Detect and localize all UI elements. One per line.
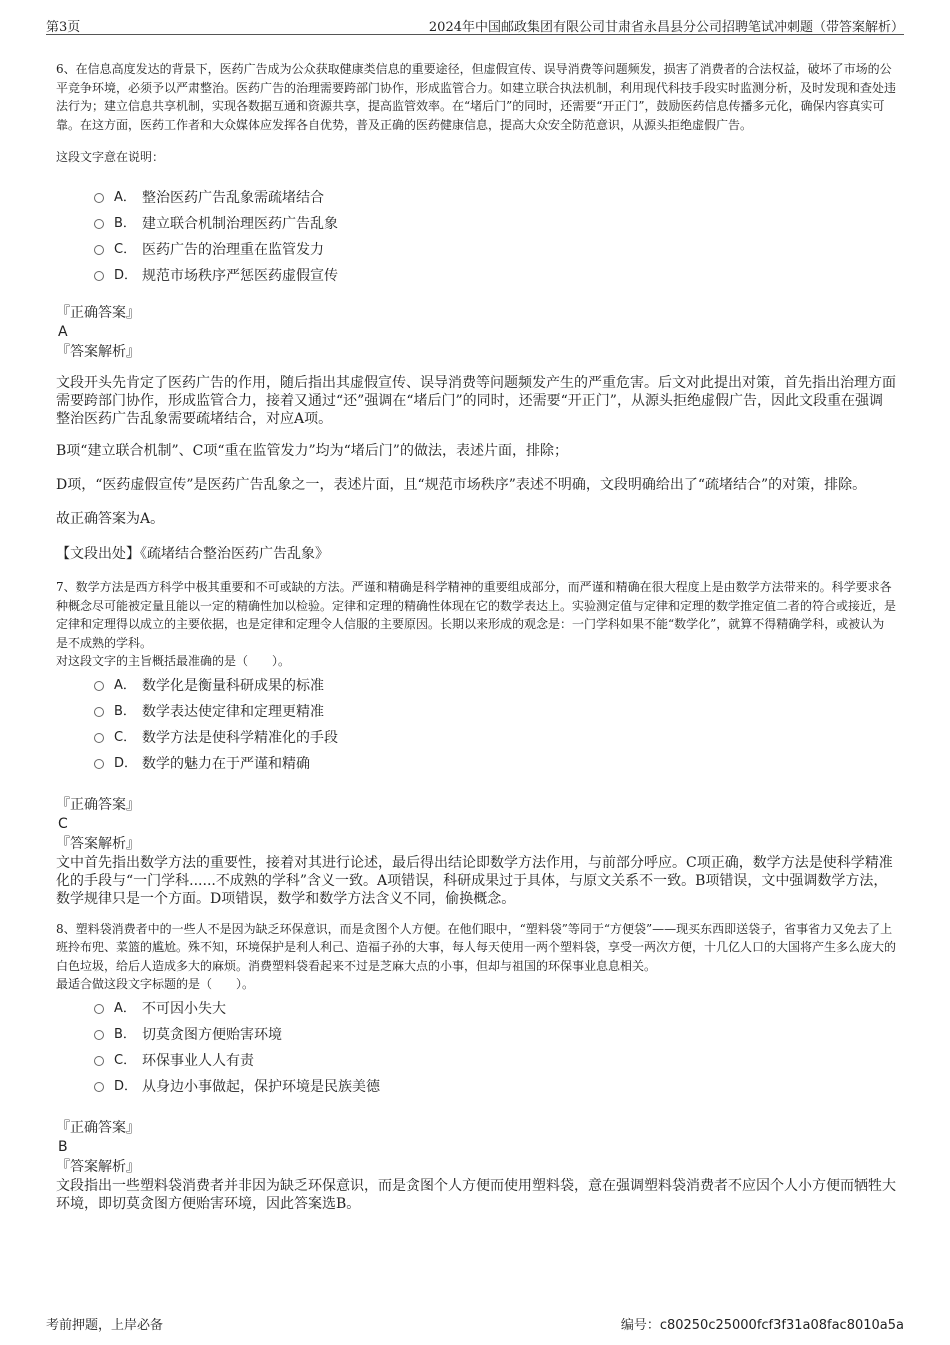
option-a[interactable]: A． 数学化是衡量科研成果的标准 bbox=[94, 673, 896, 699]
question-stem: 6、在信息高度发达的背景下，医药广告成为公众获取健康类信息的重要途径，但虚假宣传、误导消费等问题频发，损害了消费者的合法权益，破坏了市场的公平竞争环境，必须予以严肃整治。医药广告的治理需要跨部门协作，形成监管合力。如建立联合执法机制，利用现代科技手段实时监测分析，及时发现和查处违法行为；建立信息共享机制，实现各数据互通和资源共享，提高监管效率。在“堵后门”的同时，还需要“开正门”，鼓励医药信息传播多元化，确保内容真实可靠。在这方面，医药工作者和大众媒体应发挥各自优势，普及正确的医药健康信息，提高大众安全防范意识，从源头拒绝虚假广告。 bbox=[56, 62, 897, 132]
analysis-paragraph: B项“建立联合机制”、C项“重在监管发力”均为“堵后门”的做法，表述片面，排除； bbox=[56, 443, 568, 459]
radio-icon[interactable] bbox=[94, 707, 104, 717]
analysis-paragraph: 文段开头先肯定了医药广告的作用，随后指出其虚假宣传、误导消费等问题频发产生的严重危害。后文对此提出对策，首先指出治理方面需要跨部门协作，形成监管合力，接着又通过“还”强调在“堵后门”的同时，还需要“开正门”，从源头拒绝虚假广告，因此文段重在强调整治医药广告乱象需要疏堵结合，对应A项。 bbox=[56, 375, 896, 427]
radio-icon[interactable] bbox=[94, 759, 104, 769]
option-b[interactable]: B． 建立联合机制治理医药广告乱象 bbox=[94, 211, 896, 237]
radio-icon[interactable] bbox=[94, 1082, 104, 1092]
answer-label: 『正确答案』 bbox=[56, 305, 140, 321]
document-id: 编号：c80250c25000fcf3f31a08fac8010a5a bbox=[620, 1318, 904, 1333]
analysis-label: 『答案解析』 bbox=[56, 1158, 140, 1175]
question-prompt: 最适合做这段文字标题的是（ ）。 bbox=[56, 977, 255, 991]
question-7 bbox=[56, 578, 896, 908]
radio-icon[interactable] bbox=[94, 681, 104, 691]
analysis-paragraph: 文中首先指出数学方法的重要性，接着对其进行论述，最后得出结论即数学方法作用，与前部分呼应。C项正确，数学方法是使科学精准化的手段与“一门学科......不成熟的学科”含义一致。A项错误，科研成果过于具体，与原文关系不一致。B项错误，文中强调数学方法，数学规律只是一个方面。D项错误，数学和数学方法含义不同，偷换概念。 bbox=[56, 854, 893, 907]
radio-icon[interactable] bbox=[94, 245, 104, 255]
radio-icon[interactable] bbox=[94, 1030, 104, 1040]
option-d[interactable]: D． 从身边小事做起，保护环境是民族美德 bbox=[94, 1074, 896, 1100]
question-prompt: 这段文字意在说明： bbox=[56, 150, 165, 164]
option-b[interactable]: B． 数学表达使定律和定理更精准 bbox=[94, 699, 896, 725]
page-number: 第3页 bbox=[46, 20, 81, 35]
option-c[interactable]: C． 数学方法是使科学精准化的手段 bbox=[94, 725, 896, 751]
answer-label: 『正确答案』 bbox=[56, 796, 140, 813]
question-8 bbox=[56, 920, 896, 1213]
analysis-paragraph: D项，“医药虚假宣传”是医药广告乱象之一，表述片面，且“规范市场秩序”表述不明确，文段明确给出了“疏堵结合”的对策，排除。 bbox=[56, 477, 867, 493]
document-title: 2024年中国邮政集团有限公司甘肃省永昌县分公司招聘笔试冲刺题（带答案解析） bbox=[428, 20, 904, 35]
radio-icon[interactable] bbox=[94, 193, 104, 203]
footer-slogan: 考前押题，上岸必备 bbox=[46, 1318, 164, 1333]
radio-icon[interactable] bbox=[94, 271, 104, 281]
source-citation: 【文段出处】《疏堵结合整治医药广告乱象》 bbox=[56, 546, 329, 562]
question-stem: 7、数学方法是西方科学中极其重要和不可或缺的方法。严谨和精确是科学精神的重要组成部分，而严谨和精确在很大程度上是由数学方法带来的。科学要求各种概念尽可能被定量且能以一定的精确性加以检验。定律和定理的精确性体现在它的数学表达上。实验测定值与定律和定理的数学推定值二者的符合或接近，是定律和定理得以成立的主要依据，也是定律和定理令人信服的主要原因。长期以来形成的观念是：一门学科如果不能“数学化”，就算不得精确学科，或被认为是不成熟的学科。 bbox=[56, 580, 897, 650]
option-a[interactable]: A． 整治医药广告乱象需疏堵结合 bbox=[94, 185, 896, 211]
question-prompt: 对这段文字的主旨概括最准确的是（ ）。 bbox=[56, 654, 291, 668]
options-list bbox=[94, 673, 896, 777]
analysis-label: 『答案解析』 bbox=[56, 835, 140, 852]
answer-label: 『正确答案』 bbox=[56, 1119, 140, 1136]
answer-value: A bbox=[58, 324, 68, 340]
option-c[interactable]: C． 医药广告的治理重在监管发力 bbox=[94, 237, 896, 263]
analysis-label: 『答案解析』 bbox=[56, 344, 140, 360]
radio-icon[interactable] bbox=[94, 733, 104, 743]
option-c[interactable]: C． 环保事业人人有责 bbox=[94, 1048, 896, 1074]
options-list bbox=[94, 996, 896, 1100]
options-list bbox=[94, 185, 896, 289]
option-d[interactable]: D． 规范市场秩序严惩医药虚假宣传 bbox=[94, 263, 896, 289]
page-header bbox=[46, 14, 904, 35]
analysis-paragraph: 文段指出一些塑料袋消费者并非因为缺乏环保意识，而是贪图个人方便而使用塑料袋，意在强调塑料袋消费者不应因个人小方便而牺牲大环境，即切莫贪图方便贻害环境，因此答案选B。 bbox=[56, 1177, 896, 1212]
document-body bbox=[56, 60, 896, 1213]
answer-value: B bbox=[58, 1138, 68, 1155]
option-d[interactable]: D． 数学的魅力在于严谨和精确 bbox=[94, 751, 896, 777]
question-stem: 8、塑料袋消费者中的一些人不是因为缺乏环保意识，而是贪图个人方便。在他们眼中，“塑料袋”等同于“方便袋”——现买东西即送袋子，省事省力又免去了上班拎布兜、菜篮的尴尬。殊不知，环境保护是利人利己、造福子孙的大事，每人每天使用一两个塑料袋，享受一两次方便，十几亿人口的大国将产生多么庞大的白色垃圾，给后人造成多大的麻烦。消费塑料袋看起来不过是芝麻大点的小事，但却与祖国的环保事业息息相关。 bbox=[56, 921, 897, 973]
question-6 bbox=[56, 60, 896, 564]
option-b[interactable]: B． 切莫贪图方便贻害环境 bbox=[94, 1022, 896, 1048]
radio-icon[interactable] bbox=[94, 219, 104, 229]
answer-value: C bbox=[58, 815, 68, 832]
option-a[interactable]: A． 不可因小失大 bbox=[94, 996, 896, 1022]
radio-icon[interactable] bbox=[94, 1004, 104, 1014]
analysis-paragraph: 故正确答案为A。 bbox=[56, 511, 165, 527]
radio-icon[interactable] bbox=[94, 1056, 104, 1066]
